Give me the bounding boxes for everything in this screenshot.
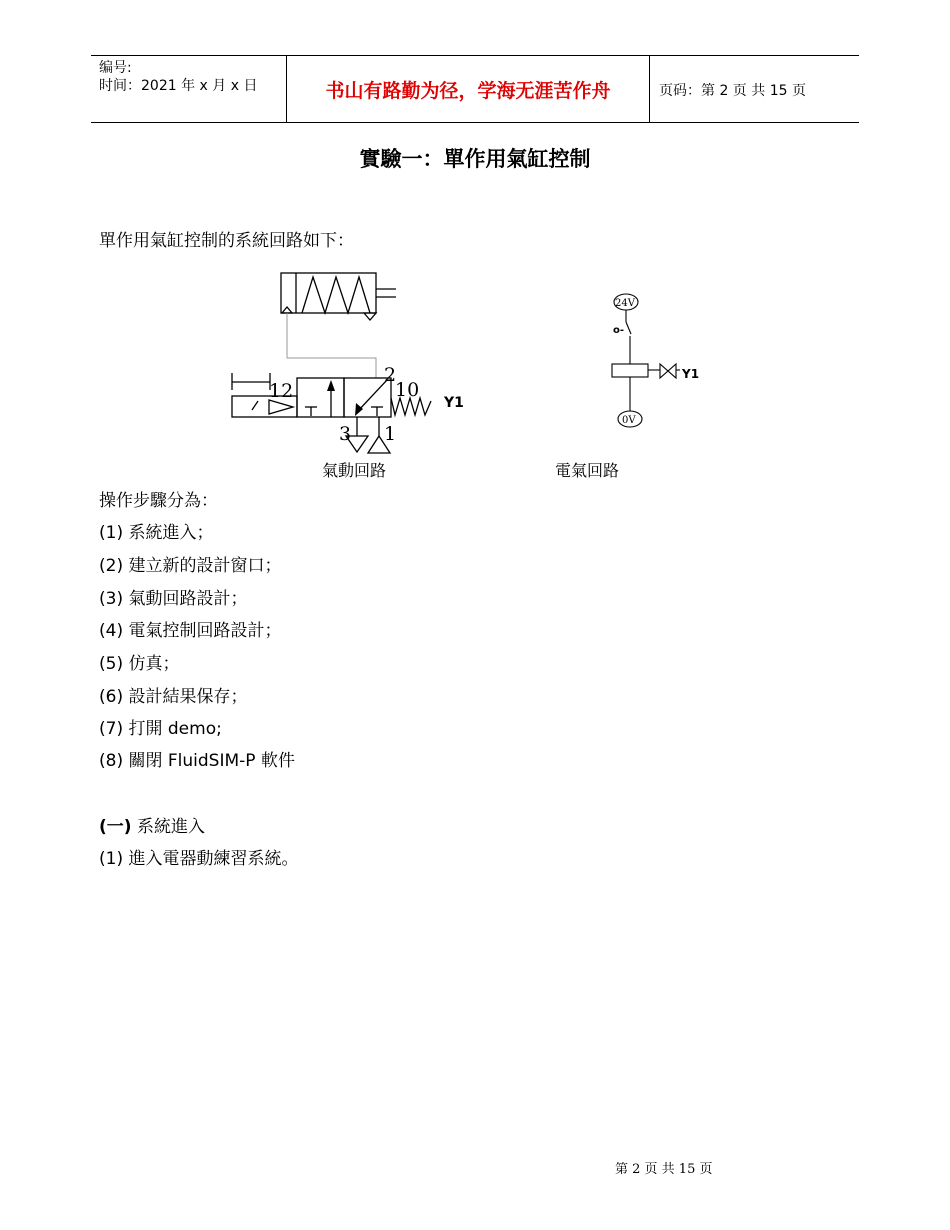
cylinder-port [282, 307, 292, 313]
arrow-head [327, 380, 335, 391]
electrical-circuit-diagram [595, 285, 715, 435]
time-label: 时间：2021 年 x 月 x 日 [99, 78, 258, 94]
solenoid-valve-icon [660, 364, 676, 378]
number-label: 编号: [99, 60, 132, 76]
page-title: 實驗一：單作用氣缸控制 [359, 147, 591, 171]
header-meta [99, 59, 257, 95]
valve-left-box [297, 378, 344, 417]
intro-text: 單作用氣缸控制的系統回路如下： [99, 231, 354, 251]
electrical-caption: 電氣回路 [555, 461, 620, 480]
section-item: (1) 進入電器動練習系統。 [99, 849, 299, 869]
relay-coil [612, 364, 648, 377]
page-header [91, 55, 859, 123]
page-footer: 第 2 页 共 15 页 [615, 1162, 713, 1177]
section-number: (一) [99, 817, 132, 837]
solenoid-coil [252, 401, 258, 410]
port-label-2: 2 [384, 364, 397, 386]
spring [302, 277, 370, 313]
switch-contact [626, 322, 631, 334]
cylinder-exhaust [364, 313, 376, 320]
section-title: 系統進入 [131, 817, 205, 837]
step-item: (1) 系統進入； [99, 523, 214, 543]
header-divider [649, 56, 650, 122]
section-heading [99, 815, 205, 839]
step-item: (3) 氣動回路設計； [99, 589, 248, 609]
step-item: (7) 打開 demo; [99, 719, 222, 739]
port-label-10: 10 [395, 379, 420, 401]
arrow-head [355, 403, 363, 416]
solenoid-label: Y1 [444, 395, 464, 411]
step-item: (8) 關閉 FluidSIM-P 軟件 [99, 751, 295, 771]
header-page-info: 页码：第 2 页 共 15 页 [659, 83, 806, 99]
header-motto: 书山有路勤为径，学海无涯苦作舟 [325, 80, 611, 102]
supply-label: 24V [615, 298, 635, 309]
step-item: (4) 電氣控制回路設計； [99, 621, 282, 641]
port-label-3: 3 [339, 423, 352, 445]
pneumatic-circuit-diagram [225, 268, 470, 458]
step-item: (2) 建立新的設計窗口； [99, 556, 282, 576]
port-label-12: 12 [269, 380, 294, 402]
steps-heading: 操作步驟分為： [99, 491, 218, 511]
switch-symbol: o- [613, 325, 625, 336]
ground-label: 0V [622, 415, 636, 426]
cylinder-body [281, 273, 376, 313]
coil-label: Y1 [682, 367, 700, 381]
port-label-1: 1 [384, 423, 397, 445]
step-item: (5) 仿真； [99, 654, 180, 674]
pneumatic-caption: 氣動回路 [322, 461, 387, 480]
manual-override [269, 400, 293, 414]
step-item: (6) 設計結果保存； [99, 687, 248, 707]
air-line [287, 313, 376, 378]
